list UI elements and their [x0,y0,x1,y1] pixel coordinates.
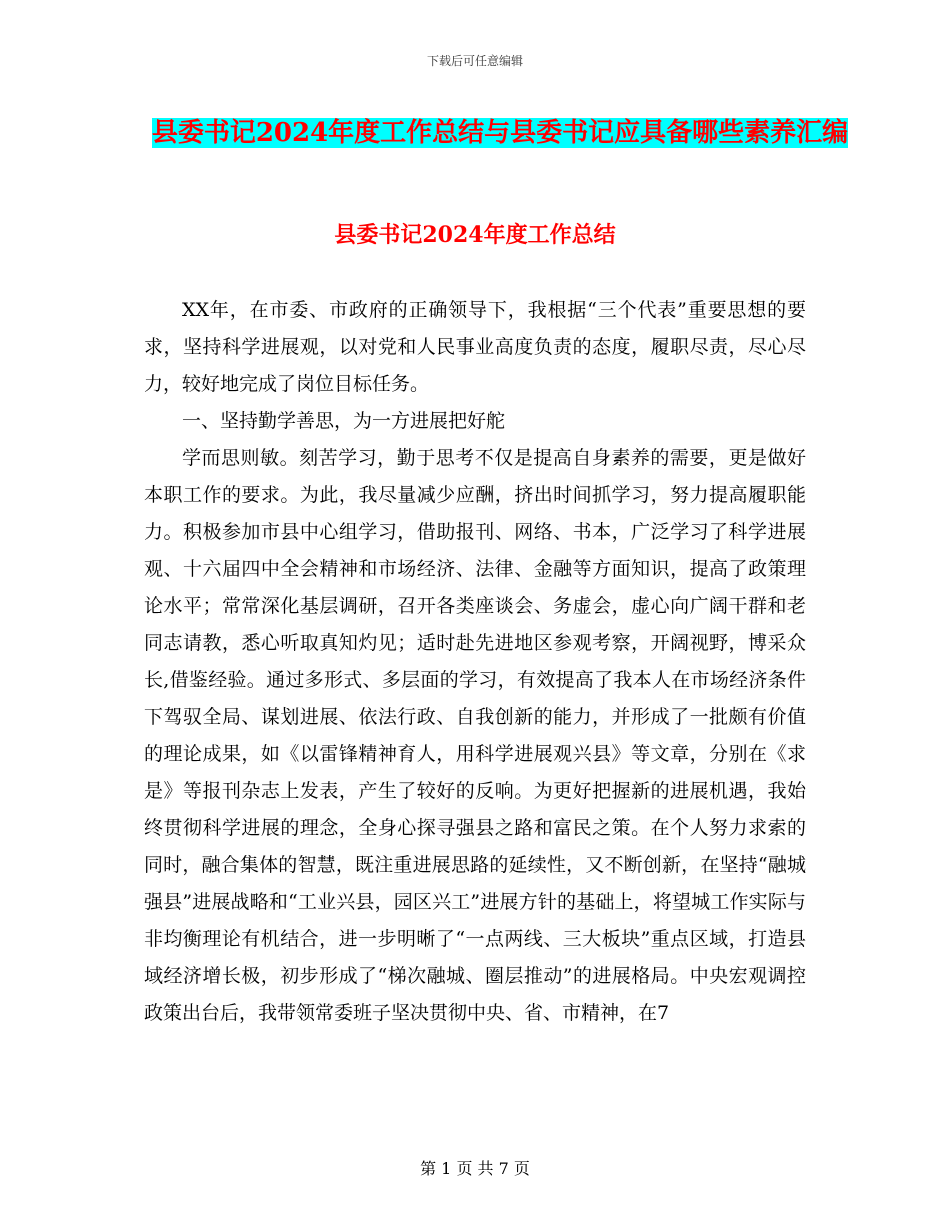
paragraph-study: 学而思则敏。刻苦学习，勤于思考不仅是提高自身素养的需要，更是做好本职工作的要求。为此，我尽量减少应酬，挤出时间抓学习，努力提高履职能力。积极参加市县中心组学习，借助报刊、网络、书本，广泛学习了科学进展观、十六届四中全会精神和市场经济、法律、金融等方面知识，提高了政策理论水平；常常深化基层调研，召开各类座谈会、务虚会，虚心向广阔干群和老同志请教，悉心听取真知灼见；适时赴先进地区参观考察，开阔视野，博采众长,借鉴经验。通过多形式、多层面的学习，有效提高了我本人在市场经济条件下驾驭全局、谋划进展、依法行政、自我创新的能力，并形成了一批颇有价值的理论成果，如《以雷锋精神育人，用科学进展观兴县》等文章，分别在《求是》等报刊杂志上发表，产生了较好的反响。为更好把握新的进展机遇，我始终贯彻科学进展的理念，全身心探寻强县之路和富民之策。在个人努力求索的同时，融合集体的智慧，既注重进展思路的延续性，又不断创新，在坚持“融城强县”进展战略和“工业兴县，园区兴工”进展方针的基础上，将望城工作实际与非均衡理论有机结合，进一步明晰了“一点两线、三大板块”重点区域，打造县域经济增长极，初步形成了“梯次融城、圈层推动”的进展格局。中央宏观调控政策出台后，我带领常委班子坚决贯彻中央、省、市精神，在7 [144,447,806,1024]
header-note: 下载后可任意编辑 [426,54,523,68]
paragraph-intro: XX年，在市委、市政府的正确领导下，我根据“三个代表”重要思想的要求，坚持科学进展观，以对党和人民事业高度负责的态度，履职尽责，尽心尽力，较好地完成了岗位目标任务。 [144,299,806,395]
page-number: 第 1 页 共 7 页 [420,1159,530,1178]
paragraph-heading-1: 一、坚持勤学善思，为一方进展把好舵 [182,410,506,432]
document-title-text: 县委书记2024年度工作总结与县委书记应具备哪些素养汇编 [151,118,849,148]
section-title: 县委书记2024年度工作总结 [334,222,616,248]
document-body [144,292,806,1032]
document-title [150,108,850,158]
